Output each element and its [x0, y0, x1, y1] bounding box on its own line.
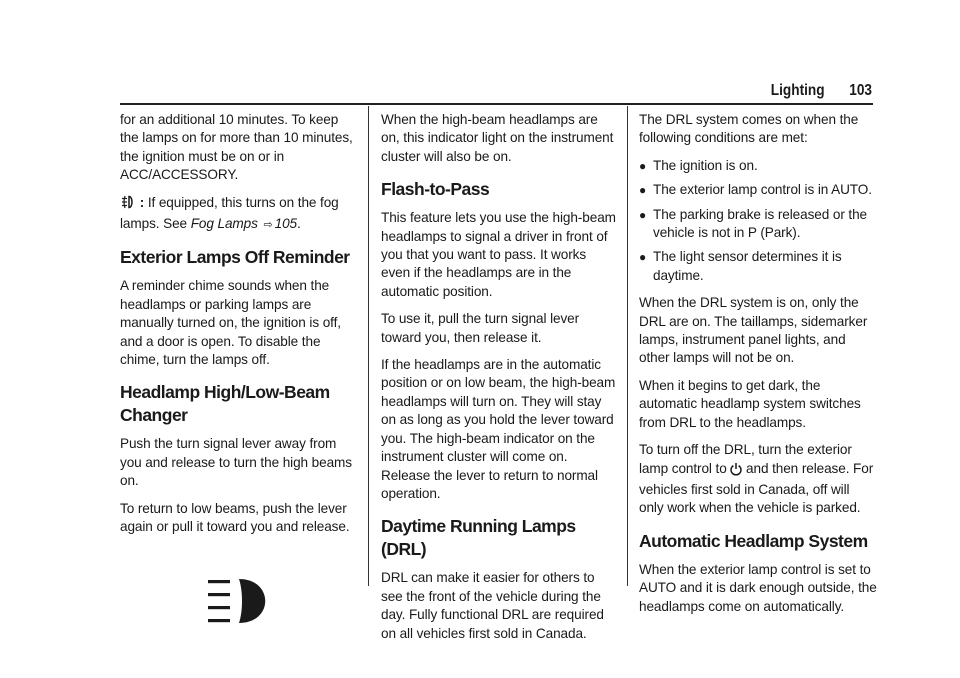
heading-headlamp-changer: Headlamp High/Low-Beam Changer [120, 382, 330, 426]
fog-lamp-icon [120, 194, 136, 215]
high-beam-indicator-icon [208, 577, 356, 630]
list-item: ● The ignition is on. [639, 157, 877, 175]
section-title: Lighting [770, 82, 825, 99]
fog-lamps-page[interactable]: 105 [274, 216, 298, 232]
heading-exterior-lamps-off-reminder: Exterior Lamps Off Reminder [120, 247, 350, 268]
fog-period: . [297, 216, 301, 232]
heading-flash-to-pass: Flash-to-Pass [381, 179, 490, 200]
fog-text: If equipped, this turns on the fog lamps. See [120, 194, 339, 232]
column-2 [381, 111, 617, 652]
list-item: ● The exterior lamp control is in AUTO. [639, 181, 877, 199]
drl-conditions-list [639, 157, 877, 285]
bullet-icon: ● [639, 183, 647, 198]
paragraph: If the headlamps are in the automatic position or on low beam, the high-beam headlamps will turn on. They will stay on as long as you hold the lever toward you. The high-beam indicator on the instrument cluster will come on. Release the lever to return to normal operation. [381, 357, 616, 501]
drl-off-paragraph: To turn off the DRL, turn the exterior lamp control to and then release. For vehicles first sold in Canada, off will only work when the vehicle is parked. [639, 442, 874, 516]
paragraph: To use it, pull the turn signal lever toward you, then release it. [381, 311, 580, 345]
paragraph: To return to low beams, push the lever again or pull it toward you and release. [120, 500, 350, 535]
paragraph: When the high-beam headlamps are on, this indicator light on the instrument cluster will also be on. [381, 112, 614, 164]
bullet-icon: ● [639, 250, 647, 265]
heading-automatic-headlamp-system: Automatic Headlamp System [639, 530, 868, 551]
list-item: ● The light sensor determines it is daytime. [639, 249, 842, 283]
paragraph: DRL can make it easier for others to see the front of the vehicle during the day. Fully functional DRL are required on all vehicles first sold in Canada. [381, 570, 604, 641]
paragraph: A reminder chime sounds when the headlamps or parking lamps are manually turned on, the ignition is off, and a door is open. To disable the chime, turn the lamps off. [120, 278, 341, 368]
paragraph: for an additional 10 minutes. To keep the lamps on for more than 10 minutes, the ignition must be on or in ACC/ACCESSORY. [120, 112, 353, 183]
page-header [771, 82, 872, 100]
column-1 [120, 111, 356, 630]
page-reference-arrow-icon: ⇨ [263, 219, 273, 232]
column-divider [627, 106, 628, 586]
bullet-icon: ● [639, 158, 647, 173]
fog-lamp-paragraph [120, 194, 356, 235]
paragraph: When it begins to get dark, the automatic headlamp system switches from DRL to the headlamps. [639, 377, 861, 430]
list-item: ● The parking brake is released or the vehicle is not in P (Park). [639, 206, 868, 241]
fog-colon: : [139, 194, 145, 210]
page-number: 103 [849, 82, 872, 99]
power-off-icon [730, 462, 742, 481]
column-divider [368, 106, 369, 586]
column-3 [639, 111, 877, 625]
paragraph: When the exterior lamp control is set to AUTO and it is dark enough outside, the headlamps come on automatically. [639, 561, 877, 614]
paragraph: The DRL system comes on when the following conditions are met: [639, 112, 859, 146]
bullet-icon: ● [639, 207, 647, 222]
fog-lamps-link[interactable]: Fog Lamps [190, 216, 258, 232]
heading-daytime-running-lamps: Daytime Running Lamps (DRL) [381, 516, 576, 560]
paragraph: When the DRL system is on, only the DRL are on. The taillamps, sidemarker lamps, instrument panel lights, and other lamps will not be on. [639, 295, 868, 366]
paragraph: Push the turn signal lever away from you and release to turn the high beams on. [120, 436, 352, 489]
header-rule [120, 103, 873, 105]
paragraph: This feature lets you use the high-beam headlamps to signal a driver in front of you that you want to pass. It works even if the headlamps are in the automatic position. [381, 210, 616, 299]
